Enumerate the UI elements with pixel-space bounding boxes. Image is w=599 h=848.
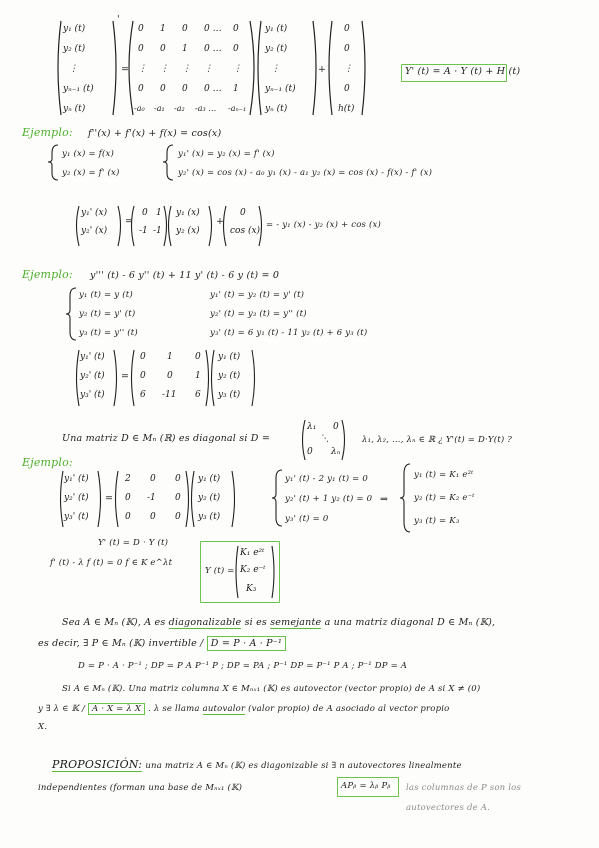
solution-line: y₃ (t) = K₃ (414, 516, 460, 526)
vec-entry: yₙ (t) (265, 104, 288, 114)
vec-entry: y₂' (t) (64, 493, 89, 503)
vec-entry: y₂ (t) (63, 44, 86, 54)
system-line: y₁ (x) = f(x) (62, 149, 115, 159)
matrix-cell: -1 (153, 226, 162, 236)
matrix-cell: -1 (139, 226, 148, 236)
matrix-cell: 0 (307, 447, 313, 457)
term-autovalor: autovalor (202, 704, 246, 714)
matrix-cell: 1 (160, 24, 166, 34)
def-line-3: D = P · A · P⁻¹ ; DP = P A P⁻¹ P ; DP = PA ; P⁻¹ DP = P⁻¹ P A ; P⁻¹ DP = A (78, 661, 408, 671)
vec-entry: y₁ (t) (218, 352, 241, 362)
vec-entry: y₃' (t) (80, 390, 105, 400)
similarity-box: D = P · A · P⁻¹ (207, 636, 286, 651)
matrix-cell: 0 (142, 208, 148, 218)
vec-entry: y₁' (t) (80, 352, 105, 362)
plus-sign: + (216, 216, 225, 227)
prop-line-2: independientes (forman una base de Mₙₓ₁ (𝕂) (38, 783, 243, 793)
system-line: y₃' (t) = 6 y₁ (t) - 11 y₂ (t) + 6 y₃ (t) (210, 328, 368, 338)
ej3-under2: f' (t) - λ f (t) = 0 f ∈ K e^λt (50, 558, 173, 568)
matrix-cell: -a₂ (174, 104, 185, 113)
implies-arrow: ⇒ (380, 494, 389, 505)
vec-entry: yₙ₋₁ (t) (265, 84, 296, 94)
system-line: y₁' (t) = y₂ (t) = y' (t) (210, 290, 305, 300)
diag-question: λ₁, λ₂, …, λₙ ∈ ℝ ¿ Y'(t) = D·Y(t) ? (362, 435, 513, 445)
def-line-1 (62, 617, 495, 628)
matrix-cell: ⋮ (160, 64, 169, 74)
matrix-cell: ⋮ (182, 64, 191, 74)
matrix-cell: 1 (167, 352, 173, 362)
matrix-cell: 0 (175, 474, 181, 484)
example-label: Ejemplo: (22, 126, 73, 139)
matrix-cell: ⋮ (204, 64, 213, 74)
eigen-box: A · X = λ X (88, 703, 145, 715)
matrix-cell: 1 (156, 208, 162, 218)
matrix-cell: λₙ (331, 447, 341, 457)
term-diagonalizable: diagonalizable (168, 617, 242, 628)
matrix-cell: ⋮ (138, 64, 147, 74)
matrix-cell: 0 (138, 44, 144, 54)
vec-entry: yₙ (t) (63, 104, 86, 114)
system-line: y₂' (t) = y₃ (t) = y'' (t) (210, 309, 307, 319)
matrix-cell: 0 (150, 512, 156, 522)
solution-line: y₂ (t) = K₂ e⁻ᵗ (414, 493, 475, 503)
y-solution-label: Y (t) = (205, 566, 235, 576)
vec-entry: y₁ (t) (63, 24, 86, 34)
example-equation: y''' (t) - 6 y'' (t) + 11 y' (t) - 6 y (t) = 0 (90, 270, 280, 281)
equals-sign: = (125, 216, 134, 227)
matrix-cell: ⋱ (320, 434, 329, 444)
ej3-under1: Y' (t) = D · Y (t) (98, 538, 169, 548)
vec-entry: y₃ (t) (218, 390, 241, 400)
example-label: Ejemplo: (22, 268, 73, 281)
vec-entry: y₃' (t) (64, 512, 89, 522)
matrix-cell: 6 (140, 390, 146, 400)
system-line: y₂ (t) = y' (t) (79, 309, 136, 319)
matrix-cell: 0 (333, 422, 339, 432)
vec-entry: y₁' (t) (64, 474, 89, 484)
vec-entry: y₂ (x) (176, 226, 200, 236)
vec-entry: y₁ (t) (265, 24, 288, 34)
matrix-cell: 0 (138, 24, 144, 34)
matrix-cell: -a₃ … (195, 104, 217, 113)
vec-entry: 0 (344, 24, 350, 34)
system-line: y₁' (x) = y₂ (x) = f' (x) (178, 149, 275, 159)
matrix-cell: 0 (182, 84, 188, 94)
matrix-cell: 1 (195, 371, 201, 381)
ej1-result: = - y₁ (x) - y₂ (x) + cos (x) (266, 220, 382, 230)
vec-entry: y₂' (x) (81, 226, 108, 236)
vec-entry: K₁ e²ᵗ (240, 548, 265, 558)
system-line: y₂' (t) + 1 y₂ (t) = 0 (285, 494, 373, 504)
vec-entry: cos (x) (230, 226, 261, 236)
def-line-6: X. (38, 722, 48, 732)
vec-entry: y₁' (x) (81, 208, 108, 218)
def-line-4: Si A ∈ Mₙ (𝕂). Una matriz columna X ∈ Mₙₓ₁ (𝕂) es autovector (vector propio) de A si X ≠ (0) (62, 684, 481, 694)
matrix-cell: 0 (140, 371, 146, 381)
system-line: y₃ (t) = y'' (t) (79, 328, 138, 338)
text-span: . λ se llama (148, 704, 200, 714)
vec-entry: y₂ (t) (265, 44, 288, 54)
matrix-cell: 1 (233, 84, 239, 94)
solution-line: y₁ (t) = K₁ e²ᵗ (414, 470, 474, 480)
matrix-cell: 0 (138, 84, 144, 94)
matrix-cell: 0 (160, 84, 166, 94)
system-line: y₁' (t) - 2 y₁ (t) = 0 (285, 474, 368, 484)
example-equation: f''(x) + f'(x) + f(x) = cos(x) (88, 128, 222, 139)
diag-definition: Una matriz D ∈ Mₙ (ℝ) es diagonal si D = (62, 433, 270, 444)
text-span: y ∃ λ ∈ 𝕂 / (38, 704, 86, 714)
matrix-cell: 0 (182, 24, 188, 34)
matrix-cell: 0 (167, 371, 173, 381)
matrix-cell: 1 (182, 44, 188, 54)
matrix-cell: 0 (233, 24, 239, 34)
vec-entry: ⋮ (69, 64, 78, 74)
gray-note-2: autovectores de A. (406, 803, 490, 813)
system-line: y₂ (x) = f' (x) (62, 168, 120, 178)
vec-entry: 0 (344, 44, 350, 54)
matrix-cell: ⋮ (233, 64, 242, 74)
system-line: y₃' (t) = 0 (285, 514, 329, 524)
matrix-cell: -11 (162, 390, 177, 400)
prime-mark: ' (117, 14, 120, 25)
vec-entry: y₃ (t) (198, 512, 221, 522)
vec-entry: ⋮ (271, 64, 280, 74)
state-equation: Y' (t) = A · Y (t) + H (t) (405, 66, 521, 77)
equals-sign: = (105, 493, 114, 504)
vec-entry: 0 (344, 84, 350, 94)
vec-entry: ⋮ (344, 64, 353, 74)
matrix-cell: 0 (175, 493, 181, 503)
matrix-cell: -1 (147, 493, 156, 503)
matrix-cell: 0 (175, 512, 181, 522)
matrix-cell: 6 (195, 390, 201, 400)
equals-sign: = (121, 371, 130, 382)
matrix-cell: -a₀ (134, 104, 145, 113)
brace-ej3-sol (396, 462, 416, 536)
matrix-cell: 0 (233, 44, 239, 54)
matrix-cell: 0 (160, 44, 166, 54)
matrix-cell: -aₙ₋₁ (228, 104, 247, 113)
vec-entry: yₙ₋₁ (t) (63, 84, 94, 94)
matrix-cell: 0 … (204, 44, 222, 54)
plus-sign: + (318, 64, 327, 75)
term-semejante: semejante (270, 617, 322, 628)
proposition-title: PROPOSICIÓN: (52, 758, 143, 771)
def-line-2 (38, 638, 286, 649)
eigen-matrix-eq: APᵦ = λᵦ Pᵦ (341, 781, 391, 791)
vec-entry: 0 (240, 208, 246, 218)
vec-entry: y₂ (t) (218, 371, 241, 381)
vec-entry: y₁ (x) (176, 208, 200, 218)
text-span: una matriz A ∈ Mₙ (𝕂) es diagonizable si ∃ n autovectores linealmente (145, 761, 462, 771)
matrix-cell: 0 (150, 474, 156, 484)
system-line: y₂' (x) = cos (x) - a₀ y₁ (x) - a₁ y₂ (x) = cos (x) - f(x) - f' (x) (178, 168, 433, 178)
example-label: Ejemplo: (22, 456, 73, 469)
text-span: Sea A ∈ Mₙ (𝕂), A es (62, 617, 166, 628)
vec-entry: y₂ (t) (198, 493, 221, 503)
matrix-cell: 0 … (204, 24, 222, 34)
gray-note-1: las columnas de P son los (406, 783, 522, 793)
matrix-cell: 0 (195, 352, 201, 362)
vec-entry: K₂ e⁻ᵗ (240, 565, 266, 575)
prop-line-1 (52, 758, 462, 771)
text-span: es decir, ∃ P ∈ Mₙ (𝕂) invertible / (38, 638, 204, 649)
equals-sign: = (121, 64, 130, 75)
def-line-5 (38, 704, 450, 714)
matrix-cell: 0 … (204, 84, 222, 94)
text-span: si es (244, 617, 267, 628)
matrix-cell: 0 (125, 493, 131, 503)
vec-entry: K₃ (246, 584, 257, 594)
vec-entry: y₁ (t) (198, 474, 221, 484)
text-span: (valor propio) de A asociado al vector propio (248, 704, 450, 714)
matrix-cell: 0 (140, 352, 146, 362)
vec-entry: h(t) (338, 104, 355, 114)
system-line: y₁ (t) = y (t) (79, 290, 133, 300)
text-span: a una matriz diagonal D ∈ Mₙ (𝕂), (324, 617, 496, 628)
matrix-cell: -a₁ (154, 104, 165, 113)
vec-entry: y₂' (t) (80, 371, 105, 381)
matrix-cell: λ₁ (307, 422, 317, 432)
matrix-cell: 0 (125, 512, 131, 522)
matrix-cell: 2 (125, 474, 131, 484)
